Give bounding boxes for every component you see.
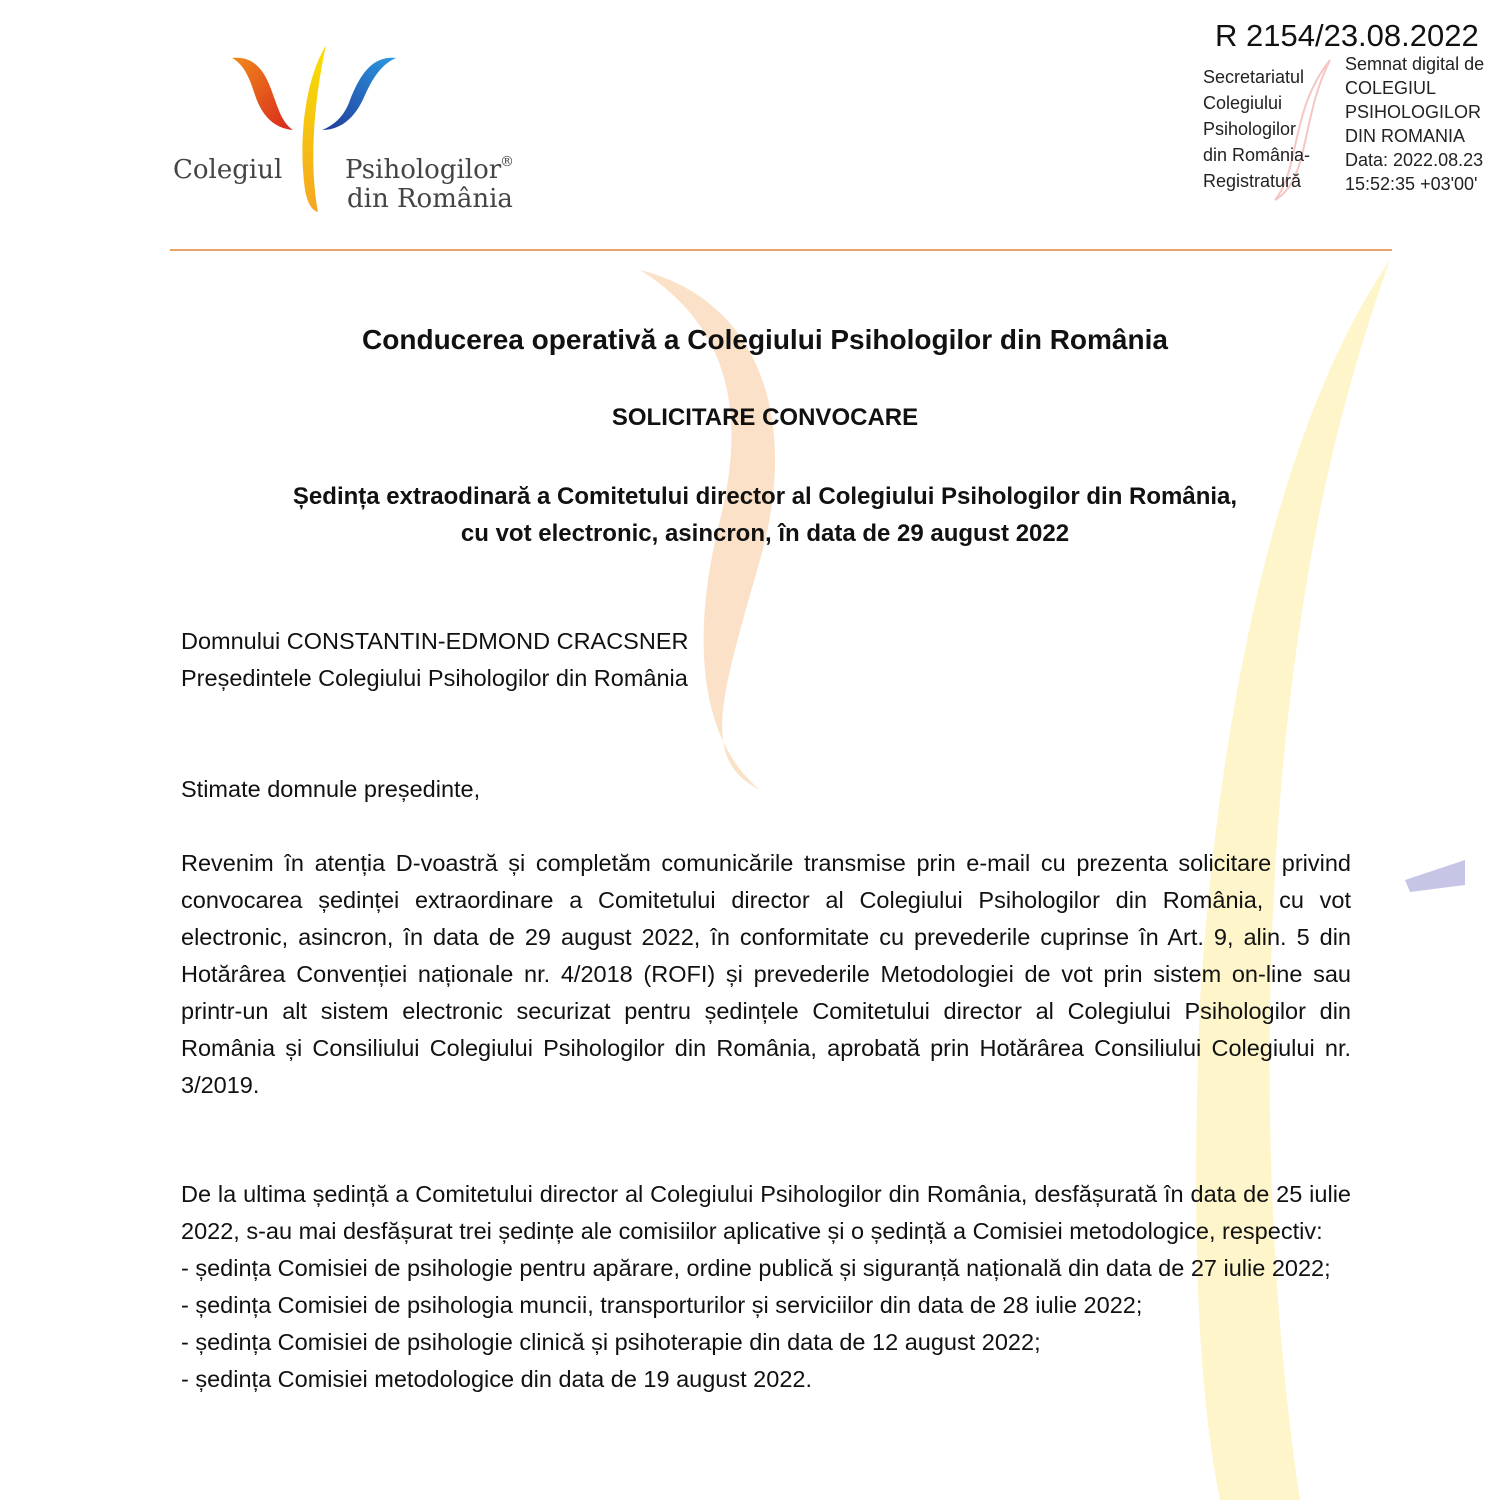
greeting: Stimate domnule președinte, bbox=[181, 776, 481, 802]
meeting-heading-line: cu vot electronic, asincron, în data de 29 august 2022 bbox=[460, 520, 1070, 547]
body-section bbox=[181, 1176, 1351, 1398]
registry-line: Psihologilor bbox=[1203, 119, 1297, 139]
registry-line: Colegiului bbox=[1203, 93, 1283, 113]
signature-line: DIN ROMANIA bbox=[1345, 126, 1466, 146]
list-item: - ședința Comisiei de psihologie pentru apărare, ordine publică și siguranță națională din data de 27 iulie 2022; bbox=[181, 1255, 1331, 1281]
registration-number: R 2154/23.08.2022 bbox=[1215, 18, 1479, 53]
document-subtitle: SOLICITARE CONVOCARE bbox=[611, 404, 919, 431]
logo-text-colegiul: Colegiul bbox=[173, 155, 283, 185]
meeting-heading bbox=[0, 478, 1500, 552]
logo-text-din-romania: din România bbox=[347, 184, 513, 214]
registered-mark: ® bbox=[500, 154, 514, 170]
registry-stamp bbox=[1203, 64, 1310, 194]
signature-line: COLEGIUL bbox=[1345, 78, 1437, 98]
organization-logo bbox=[160, 40, 530, 220]
body-paragraph: Revenim în atenția D-voastră și completăm comunicările transmise prin e-mail cu prezenta solicitare privind convocarea ședinței extraordinare a Comitetului director al Colegiului Psihologilor din România, cu vot electronic, asincron, în data de 29 august 2022, în conformitate cu prevederile cuprinse în Art. 9, alin. 5 din Hotărârea Convenției naționale nr. 4/2018 (ROFI) și prevederile Metodologiei de vot prin sistem on-line sau printr-un alt sistem electronic securizat pentru ședințele Comitetului director al Colegiului Psihologilor din România și Consiliului Colegiului Psihologilor din România, aprobată prin Hotărârea Consiliului Colegiului nr. 3/2019. bbox=[181, 850, 1351, 1098]
document-title: Conducerea operativă a Colegiului Psihologilor din România bbox=[362, 324, 1168, 355]
signature-line: PSIHOLOGILOR bbox=[1345, 102, 1482, 122]
header-divider bbox=[170, 249, 1392, 251]
meeting-heading-line: Ședința extraodinară a Comitetului director al Colegiului Psihologilor din România, bbox=[292, 483, 1238, 510]
registry-line: Registratură bbox=[1203, 171, 1302, 191]
list-item: - ședința Comisiei de psihologia muncii, transporturilor și serviciilor din data de 28 iulie 2022; bbox=[181, 1292, 1143, 1318]
body-paragraph: De la ultima ședință a Comitetului director al Colegiului Psihologilor din România, desfășurată în data de 25 iulie 2022, s-au mai desfășurat trei ședințe ale comisiilor aplicative și o ședință a Comisiei metodologice, respectiv: bbox=[181, 1181, 1351, 1244]
signature-line: Semnat digital de bbox=[1345, 54, 1485, 74]
registry-line: din România- bbox=[1203, 145, 1311, 165]
list-item: - ședința Comisiei de psihologie clinică și psihoterapie din data de 12 august 2022; bbox=[181, 1329, 1041, 1355]
list-item: - ședința Comisiei metodologice din data de 19 august 2022. bbox=[181, 1366, 812, 1392]
addressee bbox=[181, 623, 1351, 697]
addressee-title: Președintele Colegiului Psihologilor din România bbox=[181, 665, 688, 691]
signature-line: 15:52:35 +03'00' bbox=[1345, 174, 1478, 194]
registry-line: Secretariatul bbox=[1203, 67, 1305, 87]
addressee-name: Domnului CONSTANTIN-EDMOND CRACSNER bbox=[181, 628, 689, 654]
signature-line: Data: 2022.08.23 bbox=[1345, 150, 1484, 170]
logo-text-psihologilor: Psihologilor bbox=[345, 155, 502, 185]
digital-signature[interactable] bbox=[1345, 52, 1484, 196]
